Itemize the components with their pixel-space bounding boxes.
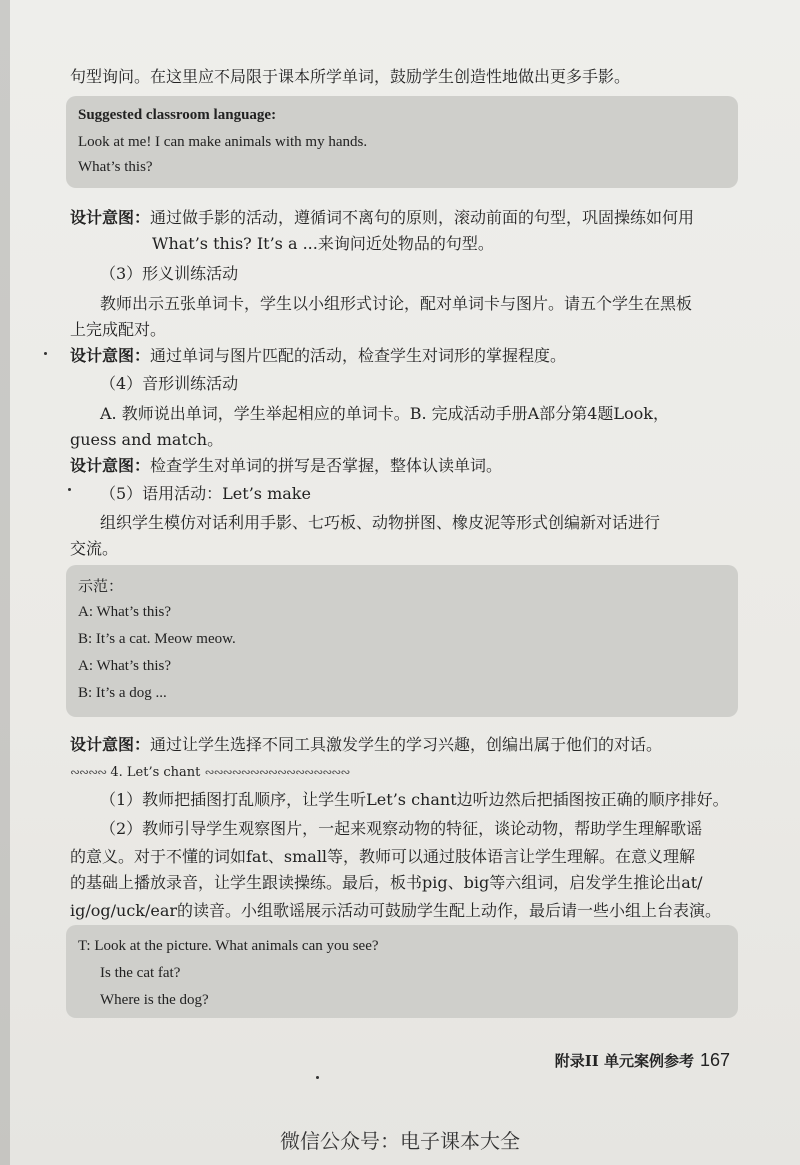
design-intent-label: 设计意图：	[70, 456, 151, 475]
section-5-text-cont: 交流。	[70, 539, 119, 558]
question-line: T: Look at the picture. What animals can you see?	[78, 938, 379, 954]
design-intent-text: 通过让学生选择不同工具激发学生的学习兴趣，创编出属于他们的对话。	[150, 735, 663, 754]
design-intent-1-cont: What’s this? It’s a ...来询问近处物品的句型。	[152, 234, 494, 253]
design-intent-1	[70, 206, 694, 230]
page-number: 167	[699, 1050, 730, 1070]
design-intent-text: 检查学生对单词的拼写是否掌握，整体认读单词。	[150, 456, 503, 475]
design-intent-label: 设计意图：	[70, 208, 151, 227]
box-line: Look at me! I can make animals with my hands.	[78, 134, 368, 150]
section-5-text: 组织学生模仿对话利用手影、七巧板、动物拼图、橡皮泥等形式创编新对话进行	[100, 513, 661, 532]
design-intent-3	[70, 454, 502, 478]
section-3-title: （3）形义训练活动	[100, 264, 239, 283]
design-intent-4	[70, 733, 662, 757]
design-intent-label: 设计意图：	[70, 346, 151, 365]
wavy-rule-right: ∾∾∾∾∾∾∾∾∾∾∾∾∾∾∾∾	[204, 765, 350, 779]
speck	[44, 352, 47, 355]
speck	[68, 488, 71, 491]
design-intent-text: 通过单词与图片匹配的活动，检查学生对词形的掌握程度。	[150, 346, 567, 365]
box-line: What’s this?	[78, 159, 153, 175]
chant-step-1: （1）教师把插图打乱顺序，让学生听Let’s chant边听边然后把插图按正确的顺序排好。	[100, 790, 729, 809]
box-title: 示范：	[78, 577, 124, 595]
example-dialogue-box	[66, 565, 738, 717]
page-edge-shadow	[0, 0, 10, 1165]
chant-heading	[70, 760, 349, 785]
section-4-text: A. 教师说出单词，学生举起相应的单词卡。B. 完成活动手册A部分第4题Look，	[100, 404, 669, 423]
dialogue-line: B: It’s a dog ...	[78, 685, 167, 701]
chant-step-2-cont: 的意义。对于不懂的词如fat、small等，教师可以通过肢体语言让学生理解。在意义理解	[70, 847, 696, 866]
dialogue-line: A: What’s this?	[78, 658, 172, 674]
teacher-questions-box	[66, 925, 738, 1018]
section-4-text-cont: guess and match。	[70, 430, 224, 449]
chant-title: 4. Let’s chant	[110, 765, 201, 780]
section-3-text-cont: 上完成配对。	[70, 320, 167, 339]
watermark: 微信公众号：电子课本大全	[280, 1129, 520, 1153]
dialogue-line: A: What’s this?	[78, 604, 172, 620]
design-intent-text: 通过做手影的活动，遵循词不离句的原则，滚动前面的句型，巩固操练如何用	[150, 208, 695, 227]
paragraph-intro: 句型询问。在这里应不局限于课本所学单词，鼓励学生创造性地做出更多手影。	[70, 67, 631, 86]
question-line: Is the cat fat?	[100, 965, 181, 981]
question-line: Where is the dog?	[100, 992, 209, 1008]
chant-step-2-cont: 的基础上播放录音，让学生跟读操练。最后，板书pig、big等六组词，启发学生推论出at/	[70, 873, 703, 892]
section-4-title: （4）音形训练活动	[100, 374, 239, 393]
section-3-text: 教师出示五张单词卡，学生以小组形式讨论，配对单词卡与图片。请五个学生在黑板	[100, 294, 693, 313]
design-intent-2	[70, 344, 566, 368]
design-intent-label: 设计意图：	[70, 735, 151, 754]
chant-step-2-cont: ig/og/uck/ear的读音。小组歌谣展示活动可鼓励学生配上动作，最后请一些小组上台表演。	[70, 901, 722, 920]
section-5-title: （5）语用活动：Let’s make	[100, 484, 311, 503]
footer-label: 附录II 单元案例参考	[554, 1052, 694, 1070]
classroom-language-box	[66, 96, 738, 188]
speck	[316, 1076, 319, 1079]
page-footer	[555, 1050, 730, 1071]
box-title: Suggested classroom language:	[78, 107, 277, 123]
chant-step-2: （2）教师引导学生观察图片，一起来观察动物的特征，谈论动物，帮助学生理解歌谣	[100, 819, 703, 838]
wavy-rule-left: ∾∾∾∾	[70, 765, 107, 779]
dialogue-line: B: It’s a cat. Meow meow.	[78, 631, 236, 647]
